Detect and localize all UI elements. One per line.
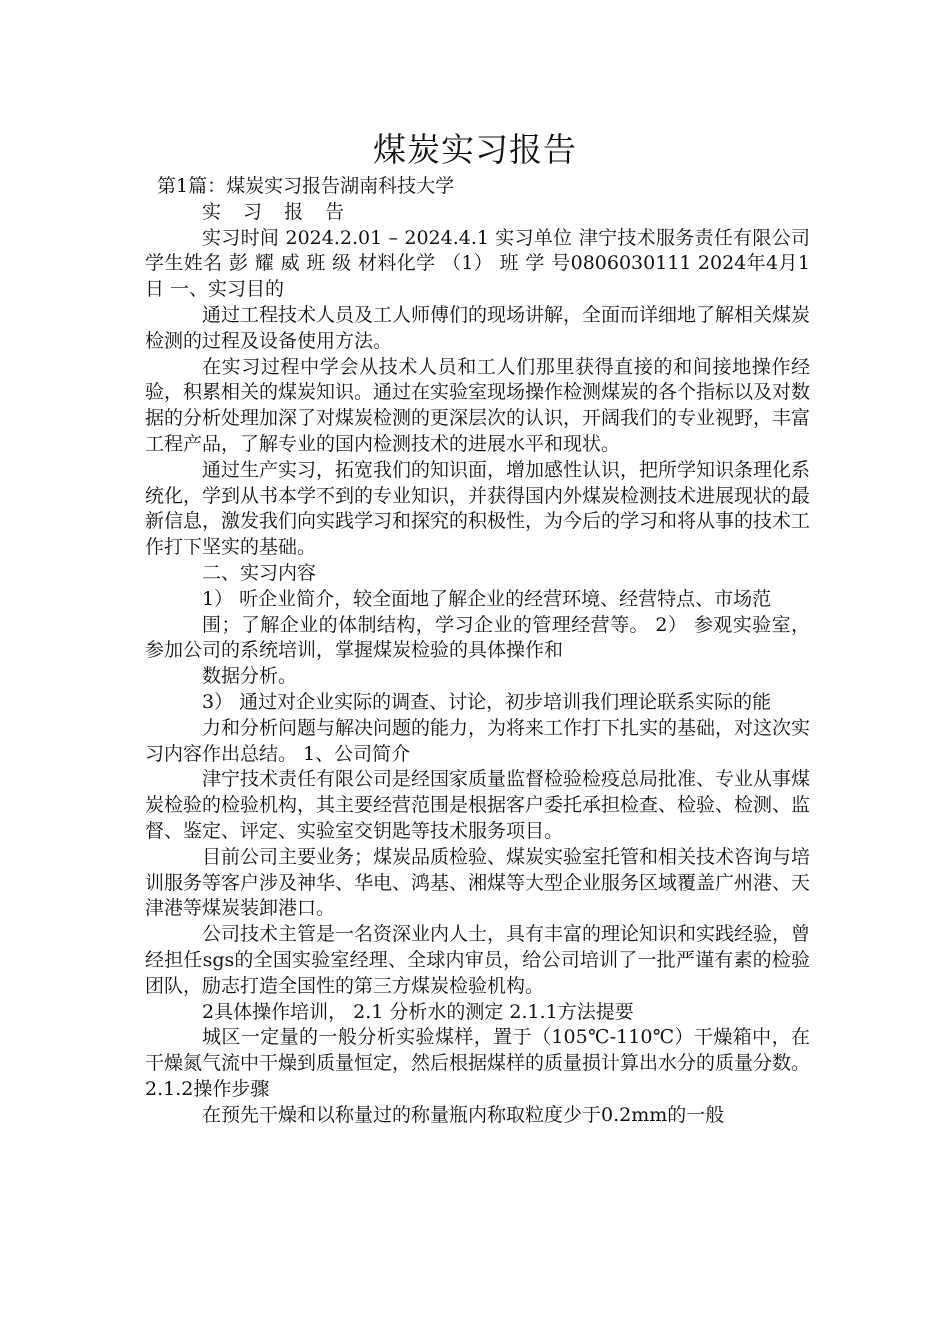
paragraph: 通过工程技术人员及工人师傅们的现场讲解，全面而详细地了解相关煤炭检测的过程及设备使用方法。 <box>145 303 811 352</box>
paragraph: 二、实习内容 <box>202 561 317 584</box>
paragraph: 第1篇：煤炭实习报告湖南科技大学 <box>157 175 455 197</box>
paragraph: 2具体操作培训， 2.1 分析水的测定 2.1.1方法提要 <box>202 1000 634 1023</box>
paragraph: 实习时间 2024.2.01 – 2024.4.1 实习单位 津宁技术服务责任有限公司 学生姓名 彭 耀 威 班 级 材料化学 （1） 班 学 号0806030111 2024年4月1日 一、实习目的 <box>145 226 810 301</box>
paragraph: 目前公司主要业务；煤炭品质检验、煤炭实验室托管和相关技术咨询与培训服务等客户涉及神华、华电、鸿基、湘煤等大型企业服务区域覆盖广州港、天津港等煤炭装卸港口。 <box>145 845 811 920</box>
paragraph: 公司技术主管是一名资深业内人士，具有丰富的理论知识和实践经验，曾经担任sgs的全国实验室经理、全球内审员，给公司培训了一批严谨有素的检验团队，励志打造全国性的第三方煤炭检验机构。 <box>145 923 811 997</box>
paragraph: 3） 通过对企业实际的调查、讨论，初步培训我们理论联系实际的能 <box>202 690 772 713</box>
paragraph: 围；了解企业的体制结构，学习企业的管理经营等。 2） 参观实验室，参加公司的系统培训，掌握煤炭检验的具体操作和 <box>145 613 810 662</box>
paragraph: 数据分析。 <box>202 665 298 688</box>
document-body <box>145 174 810 1128</box>
paragraph: 力和分析问题与解决问题的能力，为将来工作打下扎实的基础，对这次实习内容作出总结。 1、公司简介 <box>145 716 811 765</box>
document-title: 煤炭实习报告 <box>373 130 577 169</box>
paragraph: 在实习过程中学会从技术人员和工人们那里获得直接的和间接地操作经验，积累相关的煤炭知识。通过在实验室现场操作检测煤炭的各个指标以及对数据的分析处理加深了对煤炭检测的更深层次的认识，开阔我们的专业视野，丰富工程产品，了解专业的国内检测技术的进展水平和现状。 <box>145 355 811 455</box>
paragraph: 津宁技术责任有限公司是经国家质量监督检验检疫总局批准、专业从事煤炭检验的检验机构，其主要经营范围是根据客户委托承担检查、检验、检测、监督、鉴定、评定、实验室交钥匙等技术服务项目。 <box>145 768 811 842</box>
paragraph: 1） 听企业简介，较全面地了解企业的经营环境、经营特点、市场范 <box>202 587 772 610</box>
paragraph: 实 习 报 告 <box>202 200 353 223</box>
paragraph: 通过生产实习，拓宽我们的知识面，增加感性认识，把所学知识条理化系统化，学到从书本学不到的专业知识，并获得国内外煤炭检测技术进展现状的最新信息，激发我们向实践学习和探究的积极性，为今后的学习和将从事的技术工作打下坚实的基础。 <box>145 458 811 559</box>
paragraph: 城区一定量的一般分析实验煤样，置于（105℃-110℃）干燥箱中，在干燥氮气流中干燥到质量恒定，然后根据煤样的质量损计算出水分的质量分数。 2.1.2操作步骤 <box>145 1026 811 1100</box>
paragraph: 在预先干燥和以称量过的称量瓶内称取粒度少于0.2mm的一般 <box>202 1103 725 1126</box>
